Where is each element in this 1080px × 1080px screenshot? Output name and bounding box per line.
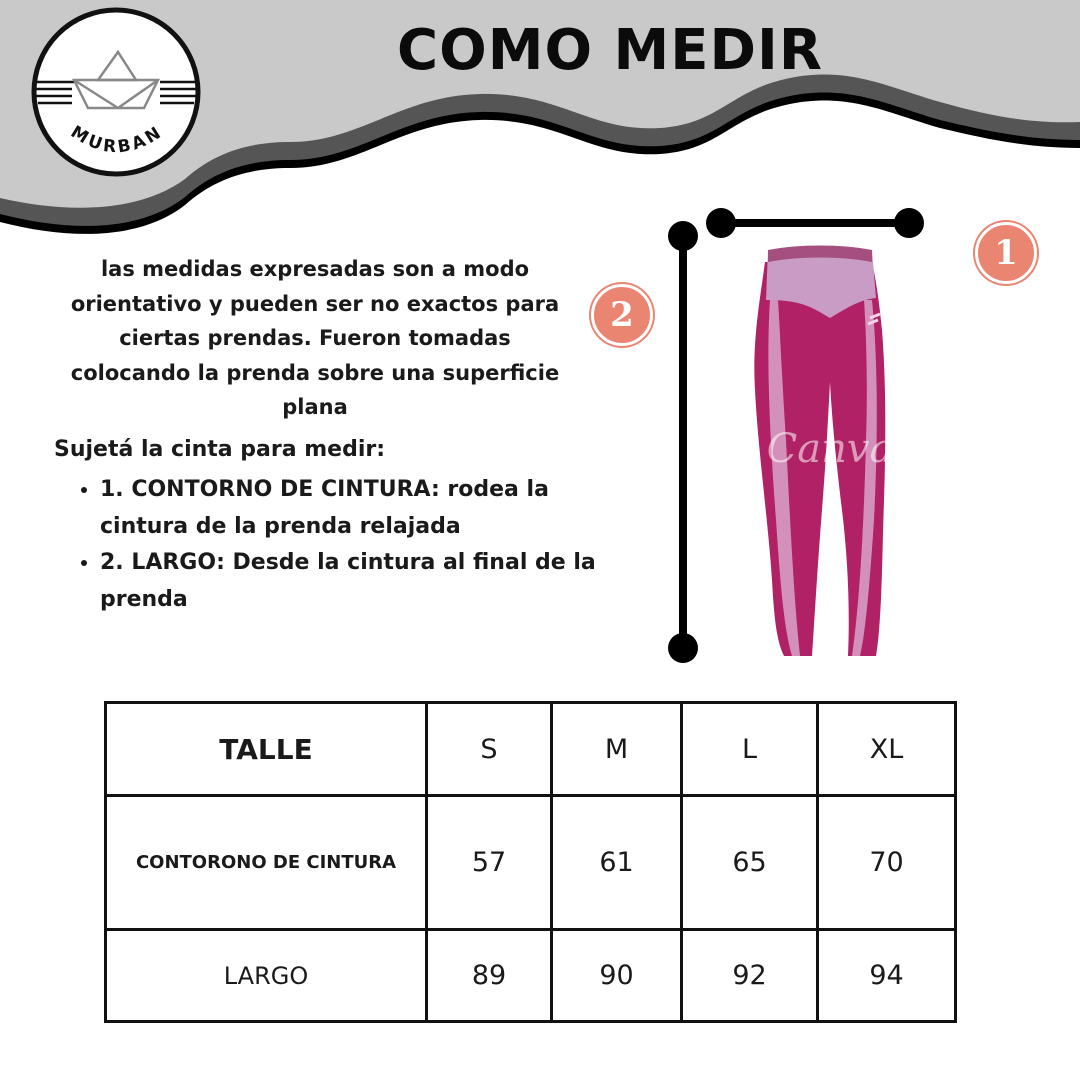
instruction-item-waist: • 1. CONTORNO DE CINTURA: rodea la cintura de la prenda relajada (100, 472, 630, 545)
size-header-m: M (552, 703, 682, 796)
murban-logo (34, 10, 198, 174)
length-ruler (668, 221, 698, 663)
waist-ruler (706, 208, 924, 238)
table-cell: 65 (682, 796, 818, 930)
size-header-s: S (427, 703, 552, 796)
legging-illustration (660, 200, 950, 670)
row-label-waist: CONTORONO DE CINTURA (106, 796, 427, 930)
instructions-title: Sujetá la cinta para medir: (54, 437, 386, 462)
page-title: COMO MEDIR (397, 18, 823, 83)
table-cell: 94 (818, 930, 956, 1022)
table-cell: 57 (427, 796, 552, 930)
size-table (104, 701, 957, 1023)
table-cell: 90 (552, 930, 682, 1022)
row-label-length: LARGO (106, 930, 427, 1022)
logo-text: MURBAN (67, 121, 167, 158)
table-header-label: TALLE (106, 703, 427, 796)
table-cell: 70 (818, 796, 956, 930)
table-cell: 92 (682, 930, 818, 1022)
instruction-item-length: • 2. LARGO: Desde la cintura al final de la prenda (100, 545, 630, 618)
table-row (106, 930, 956, 1022)
badge-two: 2 (591, 284, 653, 346)
size-header-l: L (682, 703, 818, 796)
watermark-text: Canva (766, 426, 894, 472)
table-cell: 61 (552, 796, 682, 930)
table-row (106, 796, 956, 930)
instructions-list (54, 472, 630, 618)
intro-text: las medidas expresadas son a modo orientativo y pueden ser no exactos para ciertas prendas. Fueron tomadas colocando la prenda sobre una superficie plana (70, 257, 560, 419)
table-header-row (106, 703, 956, 796)
size-header-xl: XL (818, 703, 956, 796)
table-cell: 89 (427, 930, 552, 1022)
badge-one: 1 (975, 222, 1037, 284)
